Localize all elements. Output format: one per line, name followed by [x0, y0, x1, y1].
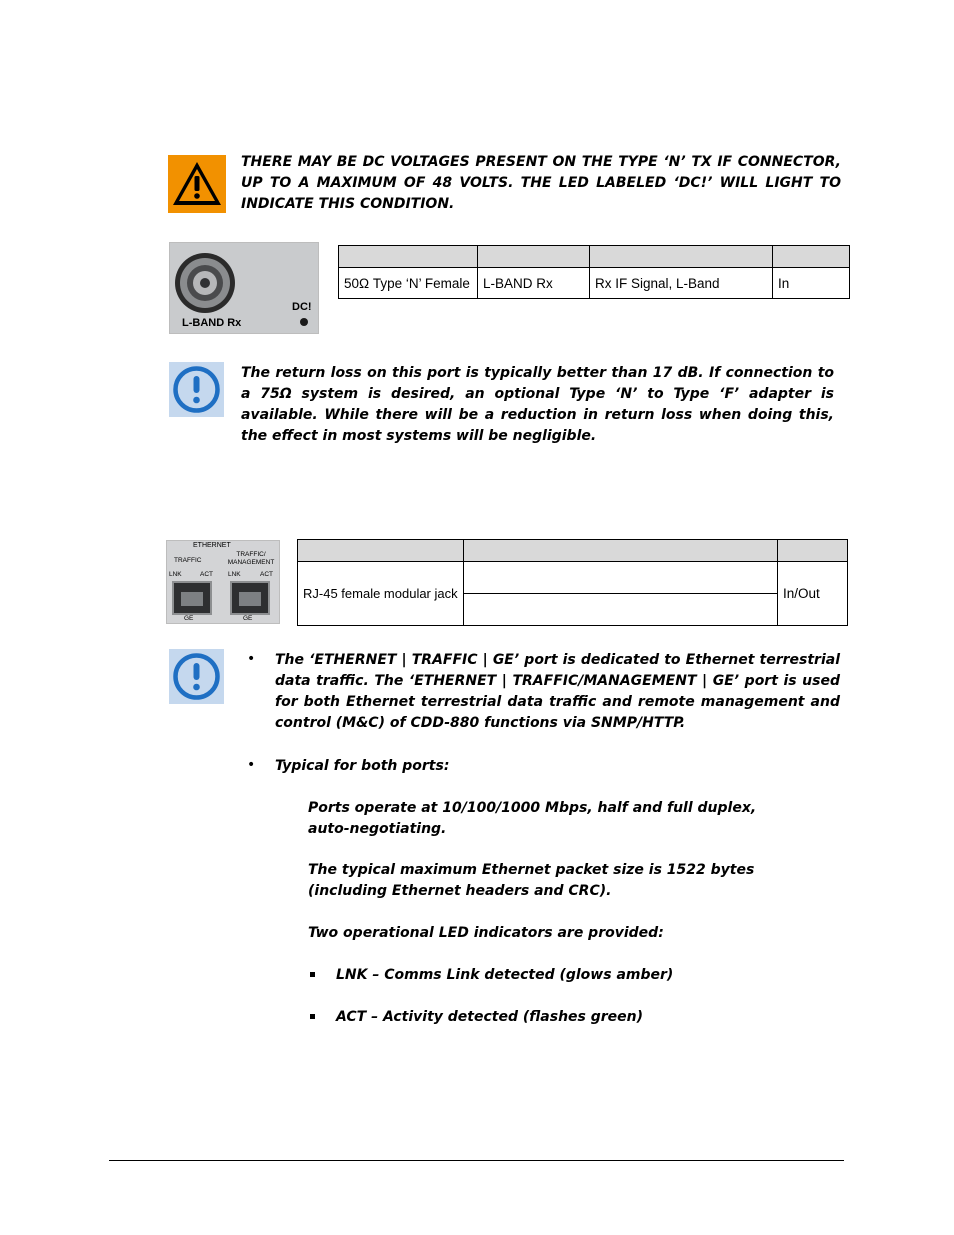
table-header-cell: [590, 246, 773, 268]
ethernet-port-note: The ‘ETHERNET | TRAFFIC | GE’ port is dedicated to Ethernet terrestrial data traffic. The ‘ETHERNET | TRAFFIC/MANAGEMENT | GE’ port is used for both Ethernet terrestrial data traffic and remote management and control (M&C) of CDD-880 functions via SNMP/HTTP.: [275, 652, 840, 731]
exclamation-circle-icon: [169, 649, 224, 704]
description-cell: Rx IF Signal, L-Band: [590, 268, 773, 299]
table-header-cell: [339, 246, 478, 268]
ports-speed-text: Ports operate at 10/100/1000 Mbps, half and full duplex, auto-negotiating.: [308, 800, 757, 837]
table-row: [339, 268, 850, 299]
dc-led-label: DC!: [292, 301, 312, 313]
description-cell: [464, 562, 778, 594]
table-header-cell: [298, 540, 464, 562]
act-led-label: ACT: [260, 571, 273, 578]
rj45-jack-icon: [230, 581, 270, 615]
connector-type-cell: RJ-45 female modular jack: [298, 562, 464, 626]
ethernet-title-label: ETHERNET: [193, 542, 231, 549]
return-loss-note: The return loss on this port is typically better than 17 dB. If connection to a 75Ω system is desired, an optional Type ‘N’ to Type ‘F’ adapter is available. While there will be a reduction in return loss when doing this, the effect in most systems will be negligible.: [241, 365, 834, 444]
lnk-led-label: LNK: [228, 571, 241, 578]
led-indicators-text: Two operational LED indicators are provided:: [308, 925, 664, 941]
table-header-cell: [464, 540, 778, 562]
table-row: [298, 562, 848, 594]
warning-text: THERE MAY BE DC VOLTAGES PRESENT ON THE TYPE ‘N’ TX IF CONNECTOR, UP TO A MAXIMUM OF 48 VOLTS. THE LED LABELED ‘DC!’ WILL LIGHT TO INDICATE THIS CONDITION.: [241, 154, 841, 212]
ethernet-ports-photo: [166, 540, 280, 624]
bullet-marker: •: [247, 651, 256, 667]
direction-cell: In: [773, 268, 850, 299]
typical-ports-heading: Typical for both ports:: [275, 758, 450, 774]
ge-label: GE: [243, 615, 253, 622]
lband-port-label: L-BAND Rx: [182, 317, 242, 329]
description-cell: [464, 594, 778, 626]
footer-divider: [109, 1160, 844, 1161]
connector-type-cell: 50Ω Type ‘N’ Female: [339, 268, 478, 299]
traffic-port-label: TRAFFIC: [174, 557, 202, 564]
port-name-cell: L-BAND Rx: [478, 268, 590, 299]
lband-connector-photo: [169, 242, 319, 334]
act-led-description: ACT – Activity detected (flashes green): [336, 1009, 644, 1025]
lnk-led-label: LNK: [169, 571, 182, 578]
packet-size-text: The typical maximum Ethernet packet size is 1522 bytes (including Ethernet headers and CRC).: [308, 862, 755, 899]
exclamation-circle-icon: [169, 362, 224, 417]
table-header-row: [339, 246, 850, 268]
table-header-cell: [773, 246, 850, 268]
ethernet-spec-table: [297, 539, 848, 626]
direction-cell: In/Out: [778, 562, 848, 626]
table-header-row: [298, 540, 848, 562]
table-header-cell: [478, 246, 590, 268]
bullet-marker: •: [247, 757, 256, 773]
lband-spec-table: [338, 245, 850, 299]
traffic-management-port-label: TRAFFIC/ MANAGEMENT: [227, 551, 275, 566]
act-led-label: ACT: [200, 571, 213, 578]
ge-label: GE: [184, 615, 194, 622]
warning-icon: [168, 155, 226, 213]
square-bullet-marker: [310, 972, 315, 977]
note-icon: [169, 362, 224, 417]
square-bullet-marker: [310, 1014, 315, 1019]
lnk-led-description: LNK – Comms Link detected (glows amber): [336, 967, 674, 983]
note-icon: [169, 649, 224, 704]
rj45-jack-icon: [172, 581, 212, 615]
table-header-cell: [778, 540, 848, 562]
